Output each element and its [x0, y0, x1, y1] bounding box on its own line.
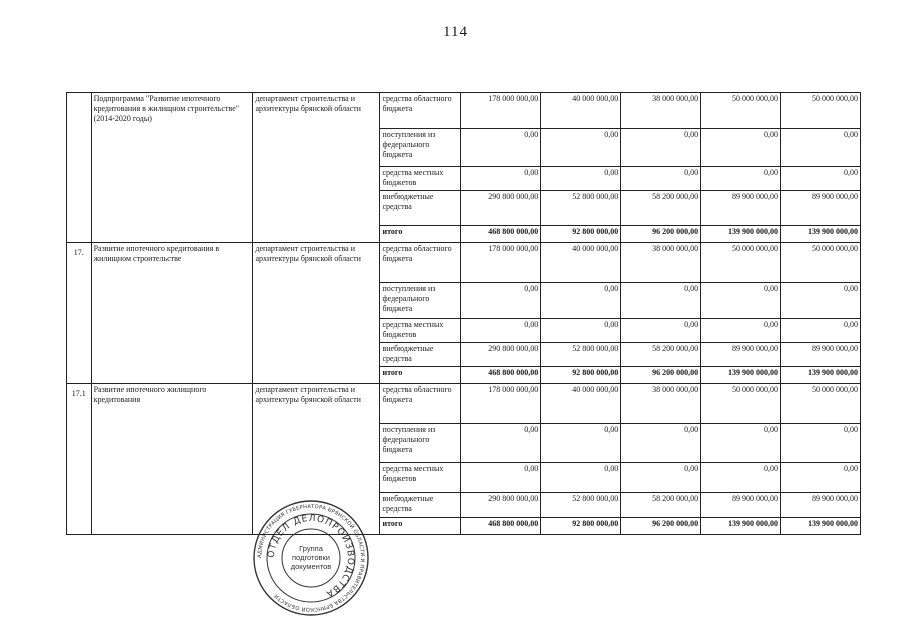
amount-cell: 0,00	[621, 167, 701, 191]
amount-cell: 0,00	[781, 129, 861, 167]
amount-cell: 52 800 000,00	[541, 343, 621, 367]
amount-cell: 38 000 000,00	[621, 243, 701, 283]
amount-cell: 40 000 000,00	[541, 384, 621, 424]
office-seal	[252, 499, 370, 617]
amount-cell: 139 900 000,00	[701, 518, 781, 535]
amount-cell: 0,00	[541, 319, 621, 343]
amount-cell: 0,00	[621, 424, 701, 463]
amount-cell: 58 200 000,00	[621, 493, 701, 518]
amount-cell: 38 000 000,00	[621, 93, 701, 129]
seal-outer-text: АДМИНИСТРАЦИЯ ГУБЕРНАТОРА БРЯНСКОЙ ОБЛАСТИ И ПРАВИТЕЛЬСТВА БРЯНСКОЙ ОБЛАСТИ	[256, 503, 366, 613]
item-number	[67, 93, 92, 243]
funding-source: внебюджетные средства	[380, 191, 461, 226]
amount-cell: 89 900 000,00	[781, 191, 861, 226]
program-name: Развитие ипотечного кредитования в жилищном строительстве	[91, 243, 253, 384]
seal-center	[291, 544, 332, 571]
amount-cell: 0,00	[621, 319, 701, 343]
item-number: 17.1	[67, 384, 92, 535]
amount-cell: 52 800 000,00	[541, 191, 621, 226]
amount-cell: 139 900 000,00	[781, 367, 861, 384]
amount-cell: 0,00	[701, 319, 781, 343]
funding-source: средства местных бюджетов	[380, 463, 461, 493]
funding-source: внебюджетные средства	[380, 343, 461, 367]
amount-cell: 89 900 000,00	[781, 343, 861, 367]
seal-inner-text: ОТДЕЛ ДЕЛОПРОИЗВОДСТВА	[266, 513, 356, 599]
amount-cell: 468 800 000,00	[461, 518, 541, 535]
amount-cell: 290 800 000,00	[461, 191, 541, 226]
amount-cell: 0,00	[701, 129, 781, 167]
amount-cell: 178 000 000,00	[461, 384, 541, 424]
amount-cell: 58 200 000,00	[621, 191, 701, 226]
amount-cell: 290 800 000,00	[461, 343, 541, 367]
responsible-department: департамент строительства и архитектуры брянской области	[253, 93, 380, 243]
amount-cell: 40 000 000,00	[541, 243, 621, 283]
amount-cell: 0,00	[621, 463, 701, 493]
amount-cell: 40 000 000,00	[541, 93, 621, 129]
amount-cell: 50 000 000,00	[701, 243, 781, 283]
amount-cell: 89 900 000,00	[701, 493, 781, 518]
amount-cell: 92 800 000,00	[541, 518, 621, 535]
amount-cell: 96 200 000,00	[621, 518, 701, 535]
amount-cell: 139 900 000,00	[781, 518, 861, 535]
amount-cell: 50 000 000,00	[701, 384, 781, 424]
budget-table	[66, 92, 861, 535]
amount-cell: 468 800 000,00	[461, 367, 541, 384]
amount-cell: 38 000 000,00	[621, 384, 701, 424]
table-row	[67, 384, 861, 424]
amount-cell: 96 200 000,00	[621, 367, 701, 384]
amount-cell: 0,00	[781, 424, 861, 463]
amount-cell: 0,00	[781, 319, 861, 343]
amount-cell: 58 200 000,00	[621, 343, 701, 367]
amount-cell: 178 000 000,00	[461, 93, 541, 129]
amount-cell: 50 000 000,00	[781, 243, 861, 283]
amount-cell: 52 800 000,00	[541, 493, 621, 518]
seal-center-line: Группа	[299, 544, 323, 553]
amount-cell: 89 900 000,00	[701, 191, 781, 226]
amount-cell: 290 800 000,00	[461, 493, 541, 518]
amount-cell: 178 000 000,00	[461, 243, 541, 283]
amount-cell: 0,00	[541, 463, 621, 493]
amount-cell: 0,00	[541, 129, 621, 167]
amount-cell: 0,00	[781, 463, 861, 493]
funding-source: внебюджетные средства	[380, 493, 461, 518]
amount-cell: 0,00	[621, 283, 701, 319]
amount-cell: 0,00	[541, 167, 621, 191]
amount-cell: 50 000 000,00	[701, 93, 781, 129]
page-number: 114	[443, 24, 468, 40]
table-row	[67, 243, 861, 283]
seal-center-line: подготовки	[292, 553, 330, 562]
amount-cell: 0,00	[461, 129, 541, 167]
amount-cell: 139 900 000,00	[701, 226, 781, 243]
funding-source: средства областного бюджета	[380, 243, 461, 283]
amount-cell: 92 800 000,00	[541, 367, 621, 384]
seal-center-line: документов	[290, 562, 332, 571]
amount-cell: 0,00	[701, 283, 781, 319]
amount-cell: 139 900 000,00	[701, 367, 781, 384]
responsible-department: департамент строительства и архитектуры брянской области	[253, 243, 380, 384]
amount-cell: 0,00	[461, 167, 541, 191]
funding-source: средства областного бюджета	[380, 384, 461, 424]
item-number: 17.	[67, 243, 92, 384]
amount-cell: 0,00	[781, 167, 861, 191]
amount-cell: 468 800 000,00	[461, 226, 541, 243]
program-name: Развитие ипотечного жилищного кредитования	[91, 384, 253, 535]
amount-cell: 89 900 000,00	[781, 493, 861, 518]
amount-cell: 0,00	[461, 283, 541, 319]
amount-cell: 50 000 000,00	[781, 93, 861, 129]
funding-source: поступления из федерального бюджета	[380, 283, 461, 319]
amount-cell: 50 000 000,00	[781, 384, 861, 424]
funding-source: поступления из федерального бюджета	[380, 424, 461, 463]
amount-cell: 0,00	[781, 283, 861, 319]
funding-source: итого	[380, 226, 461, 243]
amount-cell: 0,00	[461, 319, 541, 343]
funding-source: поступления из федерального бюджета	[380, 129, 461, 167]
program-name: Подпрограмма "Развитие ипотечного кредитования в жилищном строительстве" (2014-2020 годы)	[91, 93, 253, 243]
amount-cell: 0,00	[621, 129, 701, 167]
funding-source: средства местных бюджетов	[380, 319, 461, 343]
amount-cell: 0,00	[701, 167, 781, 191]
amount-cell: 96 200 000,00	[621, 226, 701, 243]
amount-cell: 0,00	[541, 283, 621, 319]
amount-cell: 89 900 000,00	[701, 343, 781, 367]
amount-cell: 0,00	[461, 463, 541, 493]
funding-source: средства областного бюджета	[380, 93, 461, 129]
amount-cell: 0,00	[701, 463, 781, 493]
amount-cell: 139 900 000,00	[781, 226, 861, 243]
funding-source: итого	[380, 518, 461, 535]
amount-cell: 0,00	[701, 424, 781, 463]
funding-source: итого	[380, 367, 461, 384]
funding-source: средства местных бюджетов	[380, 167, 461, 191]
amount-cell: 0,00	[541, 424, 621, 463]
table-row	[67, 93, 861, 129]
amount-cell: 92 800 000,00	[541, 226, 621, 243]
responsible-department: департамент строительства и архитектуры брянской области	[253, 384, 380, 535]
amount-cell: 0,00	[461, 424, 541, 463]
